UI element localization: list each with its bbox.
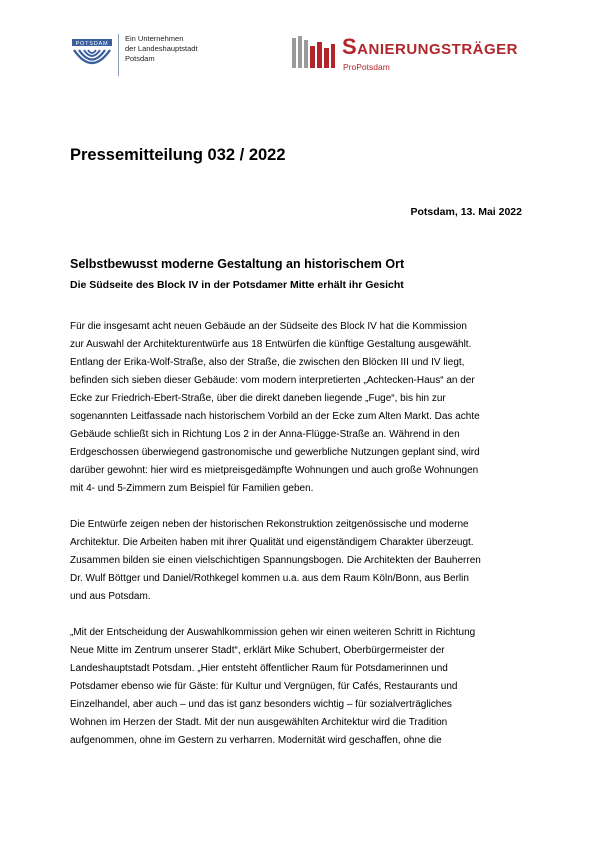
owner-line: Potsdam bbox=[125, 54, 155, 63]
text-line: Ecke zur Friedrich-Ebert-Straße, über die direkt daneben liegende „Fuge“, bis hin zur bbox=[70, 393, 446, 404]
paragraph-3 bbox=[70, 624, 525, 750]
paragraph-1 bbox=[70, 318, 525, 498]
text-line: aufgenommen, ohne im Gestern zu verharren. Modernität wird geschaffen, ohne die bbox=[70, 735, 442, 746]
text-line: Zusammen bilden sie einen vielschichtigen Spannungsbogen. Die Architekten der Bauherren bbox=[70, 555, 481, 566]
text-line: Dr. Wulf Böttger und Daniel/Rothkegel kommen u.a. aus dem Raum Köln/Bonn, aus Berlin bbox=[70, 573, 469, 584]
text-line: sogenannten Leitfassade nach historischem Vorbild an der Ecke zum Alten Markt. Das achte bbox=[70, 411, 480, 422]
document-title: Pressemitteilung 032 / 2022 bbox=[70, 146, 286, 164]
text-line: Die Entwürfe zeigen neben der historischen Rekonstruktion zeitgenössische und moderne bbox=[70, 519, 469, 530]
text-line: Architektur. Die Arbeiten haben mit ihrer Qualität und eigenständigem Charakter überzeugt. bbox=[70, 537, 474, 548]
text-line: Potsdamer ebenso wie für Gäste: für Kultur und Vergnügen, für Cafés, Restaurants und bbox=[70, 681, 458, 692]
press-release-body bbox=[70, 318, 525, 768]
potsdam-wordmark: POTSDAM bbox=[75, 41, 109, 47]
text-line: Neue Mitte im Zentrum unserer Stadt“, erklärt Mike Schubert, Oberbürgermeister der bbox=[70, 645, 445, 656]
text-line: darüber gewohnt: hier wird es mietpreisgedämpfte Wohnungen und auch große Wohnungen bbox=[70, 465, 479, 476]
owner-line: Ein Unternehmen bbox=[125, 34, 184, 43]
text-line: Gebäude schließt sich in Richtung Los 2 in der Anna-Flügge-Straße an. Während in den bbox=[70, 429, 460, 440]
owner-statement bbox=[125, 34, 198, 64]
text-line: zur Auswahl der Architekturentwürfe aus 18 Entwürfen die künftige Gestaltung ausgewählt. bbox=[70, 339, 472, 350]
building-bars-icon bbox=[290, 32, 338, 72]
potsdam-logo bbox=[70, 32, 240, 80]
text-line: Einzelhandel, aber auch – und das ist ganz besonders wichtig – für sozialverträgliches bbox=[70, 699, 452, 710]
text-line: „Mit der Entscheidung der Auswahlkommission gehen wir einen weiteren Schritt in Richtung bbox=[70, 627, 476, 638]
text-line: Für die insgesamt acht neuen Gebäude an der Südseite des Block IV hat die Kommission bbox=[70, 321, 467, 332]
text-line: befinden sich sieben dieser Gebäude: vom modern interpretierten „Achtecken-Haus“ an der bbox=[70, 375, 475, 386]
text-line: Entlang der Erika-Wolf-Straße, also der Straße, die zwischen den Blöcken III und IV liegt, bbox=[70, 357, 465, 368]
text-line: und aus Potsdam. bbox=[70, 591, 151, 602]
sanierungstraeger-logo bbox=[290, 32, 560, 80]
owner-line: der Landeshauptstadt bbox=[125, 44, 198, 53]
potsdam-emblem-icon bbox=[70, 36, 114, 74]
letterhead bbox=[0, 28, 595, 83]
brand-subtitle: ProPotsdam bbox=[343, 62, 390, 72]
subheadline: Die Südseite des Block IV in der Potsdamer Mitte erhält ihr Gesicht bbox=[70, 279, 404, 291]
text-line: Wohnen im Herzen der Stadt. Mit der nun ausgewählten Architektur wird die Tradition bbox=[70, 717, 448, 728]
text-line: mit 4- und 5-Zimmern zum Beispiel für Familien geben. bbox=[70, 483, 314, 494]
text-line: Landeshauptstadt Potsdam. „Hier entsteht öffentlicher Raum für Potsdamerinnen und bbox=[70, 663, 448, 674]
dateline: Potsdam, 13. Mai 2022 bbox=[410, 206, 522, 218]
headline: Selbstbewusst moderne Gestaltung an historischem Ort bbox=[70, 257, 405, 271]
brand-name: Sanierungsträger bbox=[342, 34, 519, 59]
logo-divider bbox=[118, 34, 119, 76]
paragraph-2 bbox=[70, 516, 525, 606]
text-line: Erdgeschossen überwiegend gastronomische und gewerbliche Nutzungen geplant sind, wird bbox=[70, 447, 480, 458]
